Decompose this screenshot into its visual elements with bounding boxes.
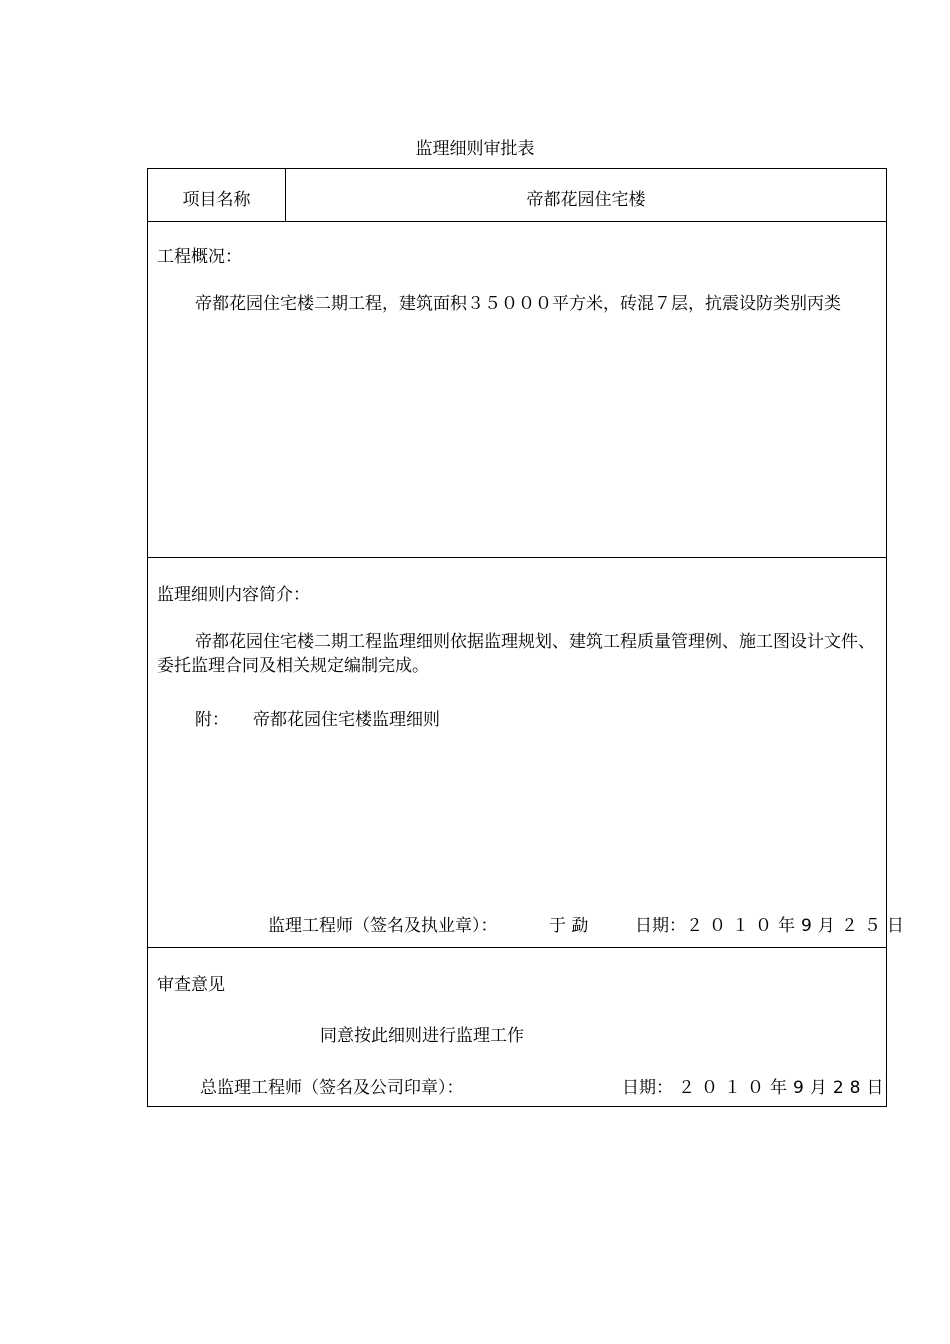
attachment-label: 附： (195, 710, 229, 730)
overview-text: 帝都花园住宅楼二期工程，建筑面积３５０００平方米，砖混７层，抗震设防类别丙类 (195, 294, 841, 314)
engineer-name: 于 勐 (549, 916, 589, 936)
approval-table (147, 168, 910, 1107)
summary-section (148, 558, 910, 948)
engineer-date: ２０１０年9月２５日 (686, 916, 910, 936)
review-text: 同意按此细则进行监理工作 (320, 1026, 524, 1046)
engineer-label: 监理工程师（签名及执业章）： (268, 916, 498, 936)
review-label: 审查意见 (157, 975, 225, 995)
form-title: 监理细则审批表 (415, 139, 535, 159)
summary-text: 帝都花园住宅楼二期工程监理细则依据监理规划、建筑工程质量管理例、施工图设计文件、委托监理合同及相关规定编制完成。 (157, 632, 875, 676)
project-name: 帝都花园住宅楼 (526, 190, 646, 210)
chief-date: ２０１０年9月28日 (678, 1078, 890, 1098)
summary-label: 监理细则内容简介： (157, 585, 310, 605)
review-section (148, 948, 890, 1106)
overview-section (148, 222, 886, 558)
attachment-name: 帝都花园住宅楼监理细则 (253, 710, 440, 730)
project-label: 项目名称 (148, 169, 286, 221)
chief-label: 总监理工程师（签名及公司印章）： (200, 1078, 464, 1098)
overview-label: 工程概况： (157, 247, 242, 267)
chief-date-label: 日期： (622, 1078, 673, 1098)
engineer-date-label: 日期： (635, 916, 686, 936)
project-row (148, 169, 886, 222)
